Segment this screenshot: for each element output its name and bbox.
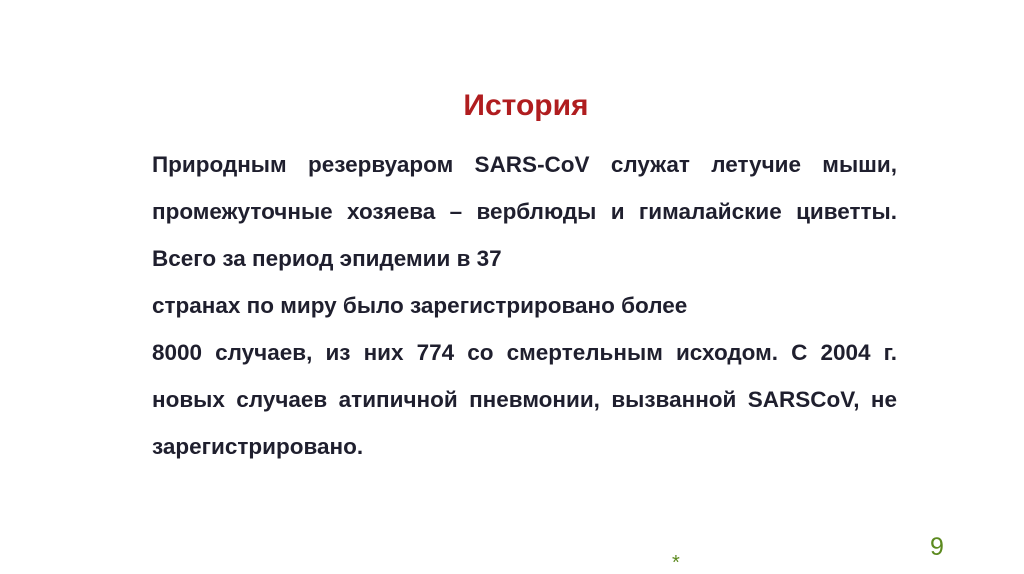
slide-body	[152, 141, 897, 470]
footer-mark: *	[672, 552, 680, 574]
body-paragraph-1: Природным резервуаром SARS-CoV служат летучие мыши, промежуточные хозяева – верблюды и гималайские циветты. Всего за период эпидемии в 37	[152, 152, 897, 271]
body-paragraph-3: 8000 случаев, из них 774 со смертельным исходом. С 2004 г. новых случаев атипичной пневмонии, вызванной SARSCoV, не зарегистрировано.	[152, 340, 897, 459]
body-paragraph-2: странах по миру было зарегистрировано более	[152, 293, 688, 318]
slide-title: История	[463, 89, 589, 122]
page-number: 9	[930, 533, 944, 561]
